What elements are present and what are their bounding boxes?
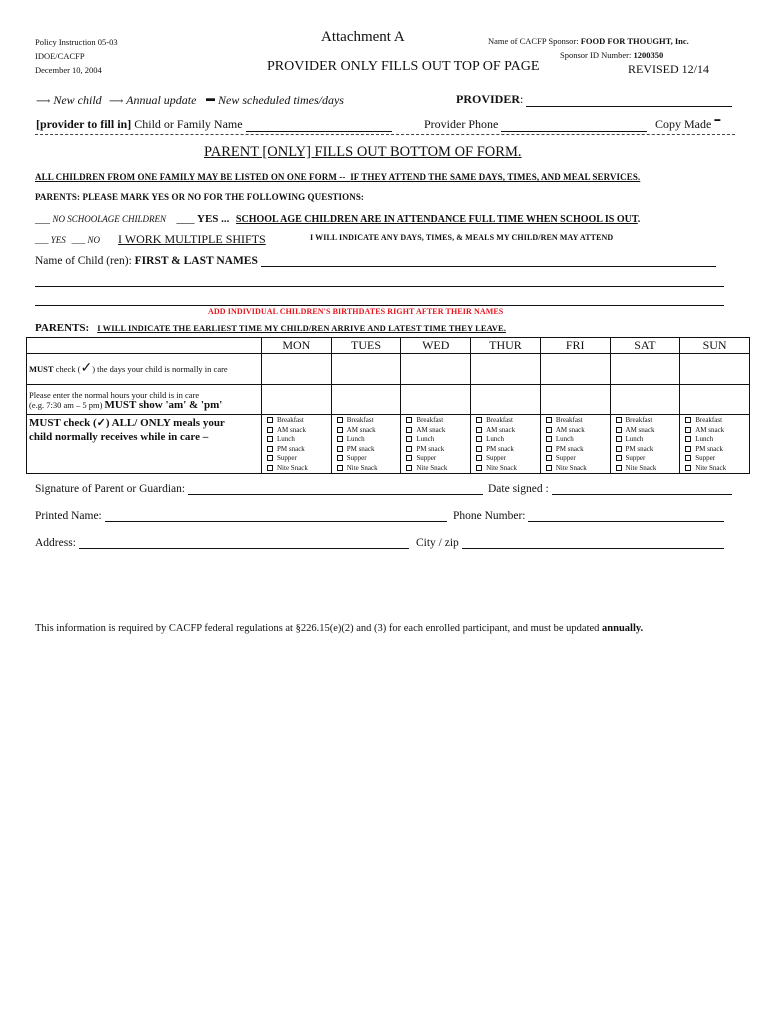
meal-option[interactable] xyxy=(685,445,747,455)
days-in-care-label xyxy=(27,354,262,385)
meal-option[interactable] xyxy=(546,464,608,474)
child-names-line-3[interactable] xyxy=(35,305,724,306)
date-signed-label: Date signed : xyxy=(488,483,549,495)
checkbox-icon[interactable] xyxy=(476,446,482,452)
checkbox-icon[interactable] xyxy=(685,465,691,471)
provider-phone-input-line[interactable] xyxy=(501,121,647,132)
day-check-cell-sun[interactable] xyxy=(680,354,750,385)
provider-label: PROVIDER xyxy=(456,92,521,106)
meal-option[interactable] xyxy=(685,464,747,474)
meal-option-label: Supper xyxy=(695,454,716,462)
child-names-field[interactable] xyxy=(35,255,716,267)
date-signed-input-line[interactable] xyxy=(552,484,732,495)
meal-option-label: AM snack xyxy=(555,425,585,434)
meal-checklist xyxy=(682,416,747,473)
meal-option[interactable] xyxy=(337,426,399,436)
day-header-sat: SAT xyxy=(610,338,680,354)
meal-option[interactable] xyxy=(476,445,538,455)
meal-option-label: Lunch xyxy=(695,435,714,443)
checkbox-icon[interactable] xyxy=(406,417,412,423)
meal-option-label: Nite Snack xyxy=(416,463,448,472)
checkbox-icon[interactable] xyxy=(685,455,691,461)
meal-option-label: Nite Snack xyxy=(277,463,308,472)
parents-times-note xyxy=(35,318,506,336)
meals-cell-thur xyxy=(471,415,541,474)
checkbox-icon[interactable] xyxy=(546,436,552,442)
checkbox-icon[interactable] xyxy=(616,427,622,433)
hours-row xyxy=(27,385,750,415)
meal-option-label: Supper xyxy=(486,454,506,462)
meal-option[interactable] xyxy=(406,435,468,445)
sponsor-id-label: Sponsor ID Number: xyxy=(560,50,632,60)
signature-field[interactable] xyxy=(35,483,483,495)
day-check-cell-wed[interactable] xyxy=(401,354,471,385)
child-names-line-2[interactable] xyxy=(35,286,724,287)
meal-checklist xyxy=(403,416,468,473)
checkbox-mark-icon: ▬ xyxy=(714,117,721,123)
meal-option-label: PM snack xyxy=(695,444,724,453)
meal-option-label: AM snack xyxy=(277,425,306,434)
sponsor-id-line xyxy=(560,50,663,60)
checkbox-icon[interactable] xyxy=(337,465,343,471)
arrow-check-icon: ⟶ xyxy=(36,96,51,107)
printed-name-field[interactable] xyxy=(35,510,447,522)
copy-made-label: Copy Made xyxy=(655,117,712,131)
regulation-text: This information is required by CACFP federal regulations at §226.15(e)(2) and (3) for each enrolled participant, and must be updated xyxy=(35,623,600,634)
meal-option-label: Lunch xyxy=(555,435,574,443)
checkbox-icon[interactable] xyxy=(267,455,273,461)
hours-cell-sun[interactable] xyxy=(680,385,750,415)
q1-yes-label: YES ... xyxy=(197,213,230,225)
hours-cell-fri[interactable] xyxy=(540,385,610,415)
hours-cell-thur[interactable] xyxy=(471,385,541,415)
meals-label xyxy=(27,415,262,474)
checkbox-icon[interactable] xyxy=(546,446,552,452)
phone-number-input-line[interactable] xyxy=(528,511,724,522)
hours-text-c: MUST show 'am' & 'pm' xyxy=(104,398,223,411)
provider-field[interactable]: PROVIDER: xyxy=(456,92,732,107)
q1-yes-blank[interactable]: ___ xyxy=(176,211,195,225)
meal-option[interactable] xyxy=(616,445,678,455)
hours-cell-wed[interactable] xyxy=(401,385,471,415)
phone-number-label: Phone Number: xyxy=(453,510,526,522)
address-input-line[interactable] xyxy=(79,538,409,549)
checkbox-icon[interactable] xyxy=(476,436,482,442)
meals-cell-mon xyxy=(262,415,332,474)
meal-option[interactable] xyxy=(685,435,747,445)
meal-option[interactable] xyxy=(267,464,329,474)
meal-option-label: Breakfast xyxy=(416,416,444,424)
meal-option[interactable] xyxy=(476,416,538,426)
meal-option-label: Nite Snack xyxy=(486,463,518,472)
city-zip-label: City / zip xyxy=(416,537,459,549)
meal-option-label: Supper xyxy=(416,454,437,462)
address-field[interactable] xyxy=(35,537,409,549)
attachment-title: Attachment A xyxy=(321,29,405,45)
meals-cell-fri xyxy=(540,415,610,474)
annual-update-option[interactable] xyxy=(109,93,196,108)
meal-option[interactable] xyxy=(546,435,608,445)
meal-option-label: AM snack xyxy=(625,425,655,434)
policy-number: Policy Instruction 05-03 xyxy=(35,37,118,47)
meal-option[interactable] xyxy=(616,464,678,474)
meal-option-label: PM snack xyxy=(416,444,445,453)
city-zip-field[interactable] xyxy=(416,537,724,549)
meal-option-label: PM snack xyxy=(625,444,654,453)
meal-option-label: Nite Snack xyxy=(346,463,378,472)
parents-note-text: I WILL INDICATE THE EARLIEST TIME MY CHILD/REN ARRIVE AND LATEST TIME THEY LEAVE. xyxy=(97,323,507,333)
meal-option[interactable] xyxy=(685,454,747,464)
meal-option[interactable] xyxy=(476,454,538,464)
checkmark-icon: ✓ xyxy=(80,361,93,376)
checkbox-icon[interactable] xyxy=(546,417,552,423)
meal-option-label: Breakfast xyxy=(695,416,723,424)
checkbox-icon[interactable] xyxy=(267,417,273,423)
q2-note: I WILL INDICATE ANY DAYS, TIMES, & MEALS MY CHILD/REN MAY ATTEND xyxy=(310,233,614,242)
meal-option-label: Nite Snack xyxy=(695,463,727,472)
meal-option[interactable] xyxy=(476,464,538,474)
child-names-label: Name of Child (ren): xyxy=(35,255,132,267)
hours-cell-sat[interactable] xyxy=(610,385,680,415)
meal-option-label: AM snack xyxy=(695,425,725,434)
day-check-cell-fri[interactable] xyxy=(540,354,610,385)
q2-statement: I WORK MULTIPLE SHIFTS xyxy=(118,232,266,246)
meal-option[interactable] xyxy=(616,454,678,464)
meal-option[interactable] xyxy=(337,445,399,455)
one-form-note xyxy=(35,172,640,182)
meal-option-label: Nite Snack xyxy=(625,463,657,472)
one-form-text: ALL CHILDREN FROM ONE FAMILY MAY BE LISTED ON ONE FORM -- xyxy=(35,172,346,182)
meal-option-label: Breakfast xyxy=(277,416,304,424)
q1-statement: SCHOOL AGE CHILDREN ARE IN ATTENDANCE FULL TIME WHEN SCHOOL IS OUT xyxy=(235,214,638,225)
regulation-emphasis: annually. xyxy=(602,623,644,634)
checkbox-icon[interactable] xyxy=(616,465,622,471)
meal-option[interactable] xyxy=(337,435,399,445)
meal-option[interactable] xyxy=(685,426,747,436)
meal-option-label: Supper xyxy=(555,454,576,462)
meals-text-a: MUST check (✓) ALL/ ONLY meals your xyxy=(29,417,225,429)
new-schedule-label: New scheduled times/days xyxy=(218,93,344,107)
regulation-footer xyxy=(35,623,643,634)
revised-date: REVISED 12/14 xyxy=(628,62,709,76)
meal-option[interactable] xyxy=(546,454,608,464)
meal-option-label: Lunch xyxy=(416,435,435,443)
checkbox-icon[interactable] xyxy=(267,446,273,452)
checkbox-icon[interactable] xyxy=(685,446,691,452)
sponsor-name-label: Name of CACFP Sponsor: xyxy=(488,36,579,46)
sponsor-name: FOOD FOR THOUGHT, Inc. xyxy=(580,36,689,46)
meal-option-label: Breakfast xyxy=(346,416,374,424)
checkbox-icon[interactable] xyxy=(406,436,412,442)
birthdates-note: ADD INDIVIDUAL CHILDREN'S BIRTHDATES RIGHT AFTER THEIR NAMES xyxy=(208,307,504,316)
meal-option[interactable] xyxy=(267,454,329,464)
hours-text-b: (e.g. 7:30 am – 5 pm) xyxy=(29,399,103,410)
days-in-care-row xyxy=(27,354,750,385)
meal-option[interactable] xyxy=(476,426,538,436)
meal-option-label: Lunch xyxy=(346,435,365,443)
signature-input-line[interactable] xyxy=(188,484,483,495)
corner-cell xyxy=(27,338,262,354)
row1-text-a: check ( xyxy=(55,364,81,374)
meal-option-label: PM snack xyxy=(555,444,584,453)
new-schedule-option[interactable] xyxy=(206,93,344,108)
checkbox-icon[interactable] xyxy=(685,417,691,423)
meal-option[interactable] xyxy=(267,445,329,455)
checkbox-icon[interactable] xyxy=(685,436,691,442)
meals-cell-tues xyxy=(331,415,401,474)
fill-in-label: [provider to fill in] xyxy=(36,117,132,131)
meal-option[interactable] xyxy=(616,426,678,436)
q1-no-label: NO SCHOOLAGE CHILDREN xyxy=(52,214,167,224)
printed-name-label: Printed Name: xyxy=(35,510,102,522)
checkbox-icon[interactable] xyxy=(476,455,482,461)
checkbox-icon[interactable] xyxy=(546,455,552,461)
meals-text-b: child normally receives while in care – xyxy=(29,431,209,443)
q1-no-blank[interactable]: ___ xyxy=(35,214,50,225)
meal-option[interactable] xyxy=(406,464,468,474)
checkbox-icon[interactable] xyxy=(406,455,412,461)
child-family-field[interactable] xyxy=(36,117,392,132)
meal-option[interactable] xyxy=(546,445,608,455)
meal-option-label: PM snack xyxy=(486,444,514,453)
day-check-cell-tues[interactable] xyxy=(331,354,401,385)
checkbox-icon[interactable] xyxy=(546,465,552,471)
hours-cell-tues[interactable] xyxy=(331,385,401,415)
child-names-bold: FIRST & LAST NAMES xyxy=(134,255,258,267)
meal-option[interactable] xyxy=(406,445,468,455)
meals-cell-sat xyxy=(610,415,680,474)
meal-option-label: AM snack xyxy=(416,425,446,434)
day-check-cell-sat[interactable] xyxy=(610,354,680,385)
meal-option[interactable] xyxy=(337,464,399,474)
checkbox-icon[interactable] xyxy=(406,465,412,471)
meal-option[interactable] xyxy=(406,454,468,464)
mark-yes-no-note: PARENTS: PLEASE MARK YES OR NO FOR THE FOLLOWING QUESTIONS: xyxy=(35,192,365,202)
meal-option[interactable] xyxy=(337,416,399,426)
provider-phone-label: Provider Phone xyxy=(424,117,499,131)
copy-made-field[interactable] xyxy=(655,117,720,132)
meal-option-label: PM snack xyxy=(277,444,305,453)
checkbox-icon[interactable] xyxy=(406,446,412,452)
q2-no-option[interactable]: ___ NO xyxy=(71,235,101,245)
checkbox-icon[interactable] xyxy=(616,446,622,452)
meal-option[interactable] xyxy=(337,454,399,464)
printed-name-input-line[interactable] xyxy=(105,511,447,522)
meal-option[interactable] xyxy=(616,416,678,426)
phone-number-field[interactable] xyxy=(453,510,724,522)
checkbox-icon[interactable] xyxy=(337,417,343,423)
day-header-row xyxy=(27,338,750,354)
meal-option[interactable] xyxy=(616,435,678,445)
checkbox-icon[interactable] xyxy=(685,427,691,433)
provider-only-heading: PROVIDER ONLY FILLS OUT TOP OF PAGE xyxy=(267,59,540,74)
hours-text-a: Please enter the normal hours your child is in care xyxy=(29,389,200,400)
meal-option-label: Breakfast xyxy=(555,416,583,424)
address-label: Address: xyxy=(35,537,76,549)
day-header-tues: TUES xyxy=(331,338,401,354)
checkbox-icon[interactable] xyxy=(267,436,273,442)
provider-parent-divider xyxy=(35,134,735,135)
checkbox-icon[interactable] xyxy=(337,455,343,461)
meals-cell-sun xyxy=(680,415,750,474)
meal-option-label: AM snack xyxy=(346,425,376,434)
new-child-option[interactable] xyxy=(36,93,102,108)
day-header-wed: WED xyxy=(401,338,471,354)
meal-option-label: Supper xyxy=(625,454,646,462)
day-header-fri: FRI xyxy=(540,338,610,354)
department: IDOE/CACFP xyxy=(35,51,85,61)
meal-option[interactable] xyxy=(267,435,329,445)
meal-option[interactable] xyxy=(546,416,608,426)
hours-cell-mon[interactable] xyxy=(262,385,332,415)
city-zip-input-line[interactable] xyxy=(462,538,724,549)
parents-label: PARENTS: xyxy=(35,322,90,334)
checkbox-icon[interactable] xyxy=(337,427,343,433)
day-header-thur: THUR xyxy=(471,338,541,354)
child-names-input-line[interactable] xyxy=(261,256,716,267)
meal-option-label: Breakfast xyxy=(625,416,653,424)
meal-checklist xyxy=(613,416,678,473)
meals-row xyxy=(27,415,750,474)
day-header-mon: MON xyxy=(262,338,332,354)
meal-checklist xyxy=(473,416,538,473)
meal-option-label: Lunch xyxy=(486,435,504,443)
checkbox-icon[interactable] xyxy=(337,436,343,442)
checkbox-icon[interactable] xyxy=(337,446,343,452)
meal-checklist xyxy=(543,416,608,473)
annual-update-label: Annual update xyxy=(126,93,197,107)
day-check-cell-mon[interactable] xyxy=(262,354,332,385)
meal-option-label: PM snack xyxy=(346,444,375,453)
meals-cell-wed xyxy=(401,415,471,474)
row1-text-b: ) the days your child is normally in care xyxy=(92,364,228,374)
checkbox-icon[interactable] xyxy=(546,427,552,433)
provider-input-line[interactable] xyxy=(526,96,732,107)
question-schoolage: ___ NO SCHOOLAGE CHILDREN ___ YES ... SCHOOL AGE CHILDREN ARE IN ATTENDANCE FULL TIME WHEN SCHOOL IS OUT. xyxy=(35,211,641,225)
checkbox-icon[interactable] xyxy=(476,465,482,471)
arrow-check-icon: ⟶ xyxy=(109,96,124,107)
meal-option[interactable] xyxy=(476,435,538,445)
checkbox-icon[interactable] xyxy=(616,455,622,461)
date-signed-field[interactable] xyxy=(488,483,732,495)
child-family-input-line[interactable] xyxy=(246,121,392,132)
checkbox-icon[interactable] xyxy=(406,427,412,433)
sponsor-id: 1200350 xyxy=(633,50,664,60)
meal-option-label: Breakfast xyxy=(486,416,513,424)
meal-option-label: AM snack xyxy=(486,425,516,434)
checkbox-icon[interactable] xyxy=(616,436,622,442)
hours-label xyxy=(27,385,262,415)
meal-option-label: Nite Snack xyxy=(555,463,587,472)
meal-option[interactable] xyxy=(546,426,608,436)
meal-option[interactable] xyxy=(406,426,468,436)
meal-option[interactable] xyxy=(267,426,329,436)
meal-option-label: Supper xyxy=(277,454,297,462)
schedule-table xyxy=(26,337,750,474)
meal-option-label: Lunch xyxy=(277,435,295,443)
day-check-cell-thur[interactable] xyxy=(471,354,541,385)
meal-checklist xyxy=(264,416,329,473)
checkbox-icon[interactable] xyxy=(267,427,273,433)
meal-option-label: Supper xyxy=(346,454,367,462)
meal-checklist xyxy=(334,416,399,473)
meal-option-label: Lunch xyxy=(625,435,644,443)
child-family-label: Child or Family Name xyxy=(134,117,243,131)
meal-option[interactable] xyxy=(267,416,329,426)
signature-label: Signature of Parent or Guardian: xyxy=(35,483,186,495)
parent-section-title: PARENT [ONLY] FILLS OUT BOTTOM OF FORM. xyxy=(204,144,522,160)
q2-yes-option[interactable]: ___ YES xyxy=(35,235,66,245)
policy-date: December 10, 2004 xyxy=(35,65,102,75)
must-label: MUST xyxy=(29,364,54,374)
meal-option[interactable] xyxy=(406,416,468,426)
question-multiple-shifts xyxy=(35,230,266,248)
new-child-label: New child xyxy=(53,93,102,107)
checkbox-icon[interactable] xyxy=(616,417,622,423)
sponsor-name-line xyxy=(488,36,689,46)
meal-option[interactable] xyxy=(685,416,747,426)
checkbox-icon[interactable] xyxy=(267,465,273,471)
one-form-text-2: IF THEY ATTEND THE SAME DAYS, TIMES, AND MEAL SERVICES. xyxy=(350,172,641,182)
day-header-sun: SUN xyxy=(680,338,750,354)
provider-phone-field[interactable] xyxy=(424,117,647,132)
checkbox-icon[interactable] xyxy=(476,417,482,423)
checkbox-mark-icon: ▬ xyxy=(206,93,215,103)
checkbox-icon[interactable] xyxy=(476,427,482,433)
